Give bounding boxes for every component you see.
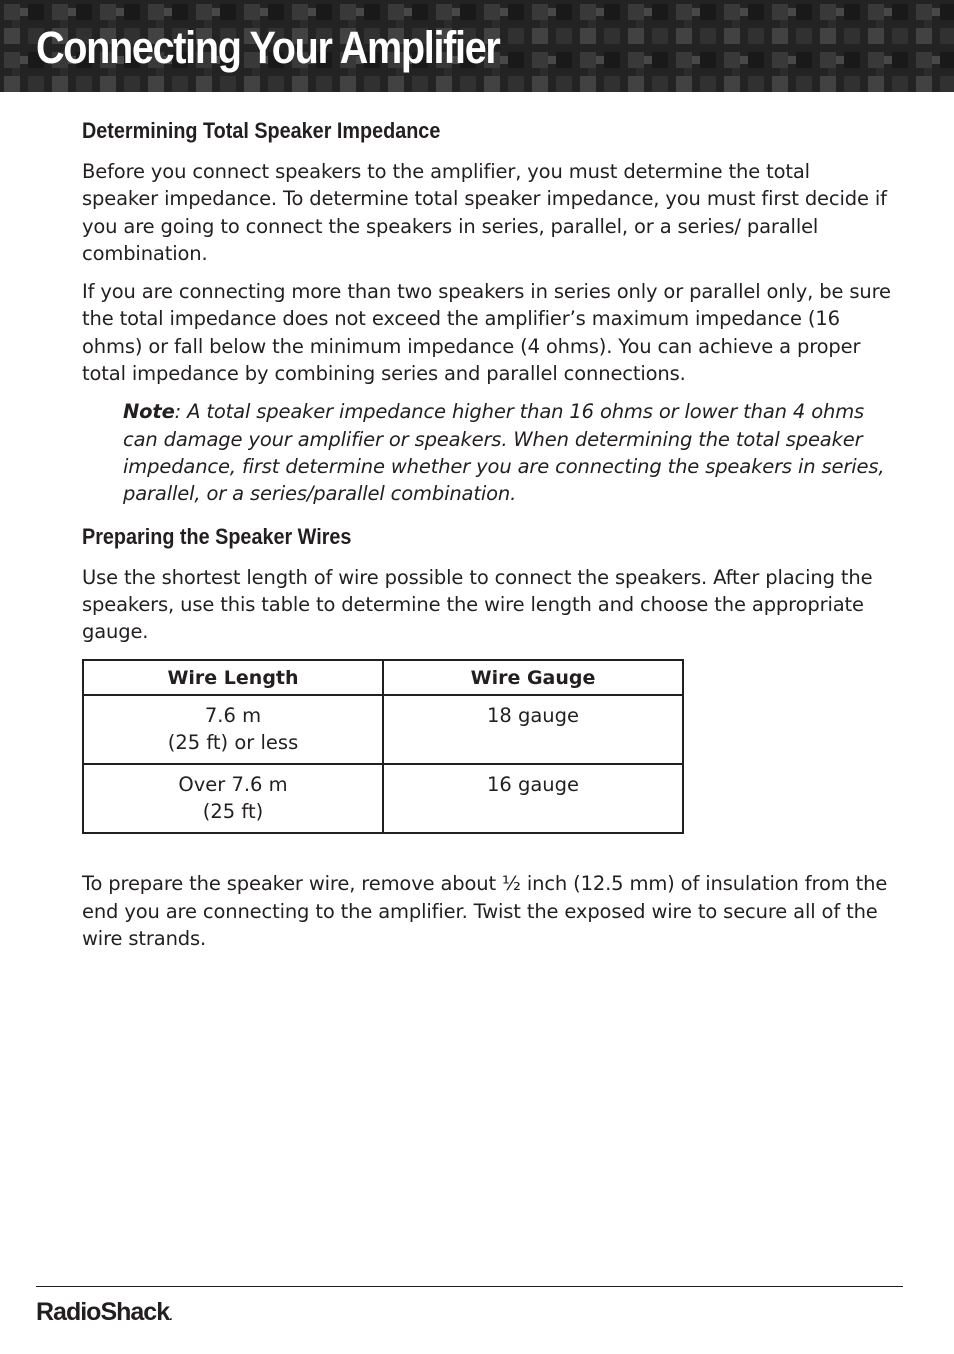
wire-gauge-table (82, 659, 684, 834)
page-header-banner (0, 0, 954, 92)
paragraph-wires-intro: Use the shortest length of wire possible to connect the speakers. After placing the speakers, use this table to determine the wire length and choose the appropriate gauge. (82, 565, 873, 644)
cell-wire-length (83, 695, 383, 764)
note-label: Note (123, 400, 175, 424)
logo-mark: . (169, 1309, 172, 1323)
radioshack-logo (36, 1298, 171, 1327)
page-content (82, 118, 892, 963)
footer-divider (36, 1286, 903, 1287)
section-heading-impedance: Determining Total Speaker Impedance (82, 118, 441, 143)
section-heading-speaker-wires: Preparing the Speaker Wires (82, 523, 352, 549)
cell-wire-gauge: 18 gauge (383, 695, 683, 764)
paragraph-wires-prepare: To prepare the speaker wire, remove about ½ inch (12.5 mm) of insulation from the end you are connecting to the amplifier. Twist the exposed wire to secure all of the wire strands. (82, 872, 888, 951)
column-header-wire-gauge: Wire Gauge (383, 660, 683, 695)
note-block (123, 398, 892, 507)
note-text: : A total speaker impedance higher than 16 ohms or lower than 4 ohms can damage your amplifier or speakers. When determining the total speaker impedance, first determine whether you are connecting the speakers in series, parallel, or a series/parallel combination. (123, 400, 885, 506)
table-row (83, 764, 683, 833)
column-header-wire-length: Wire Length (83, 660, 383, 695)
cell-wire-length (83, 764, 383, 833)
cell-length-line: Over 7.6 m (178, 773, 288, 797)
logo-text: RadioShack (36, 1298, 170, 1326)
cell-length-line: (25 ft) (202, 800, 264, 824)
table-row (83, 695, 683, 764)
page-title: Connecting Your Amplifier (36, 22, 500, 73)
paragraph-impedance-limits: If you are connecting more than two speakers in series only or parallel only, be sure the total impedance does not exceed the amplifier’s maximum impedance (16 ohms) or fall below the minimum impedance (4 ohms). You can achieve a proper total impedance by combining series and parallel connections. (82, 280, 891, 386)
cell-length-line: (25 ft) or less (167, 731, 299, 755)
cell-length-line: 7.6 m (204, 704, 262, 728)
cell-wire-gauge: 16 gauge (383, 764, 683, 833)
paragraph-impedance-intro: Before you connect speakers to the amplifier, you must determine the total speaker impedance. To determine total speaker impedance, you must first decide if you are going to connect the speakers in series, parallel, or a series/ parallel combination. (82, 160, 887, 265)
table-header-row (83, 660, 683, 695)
